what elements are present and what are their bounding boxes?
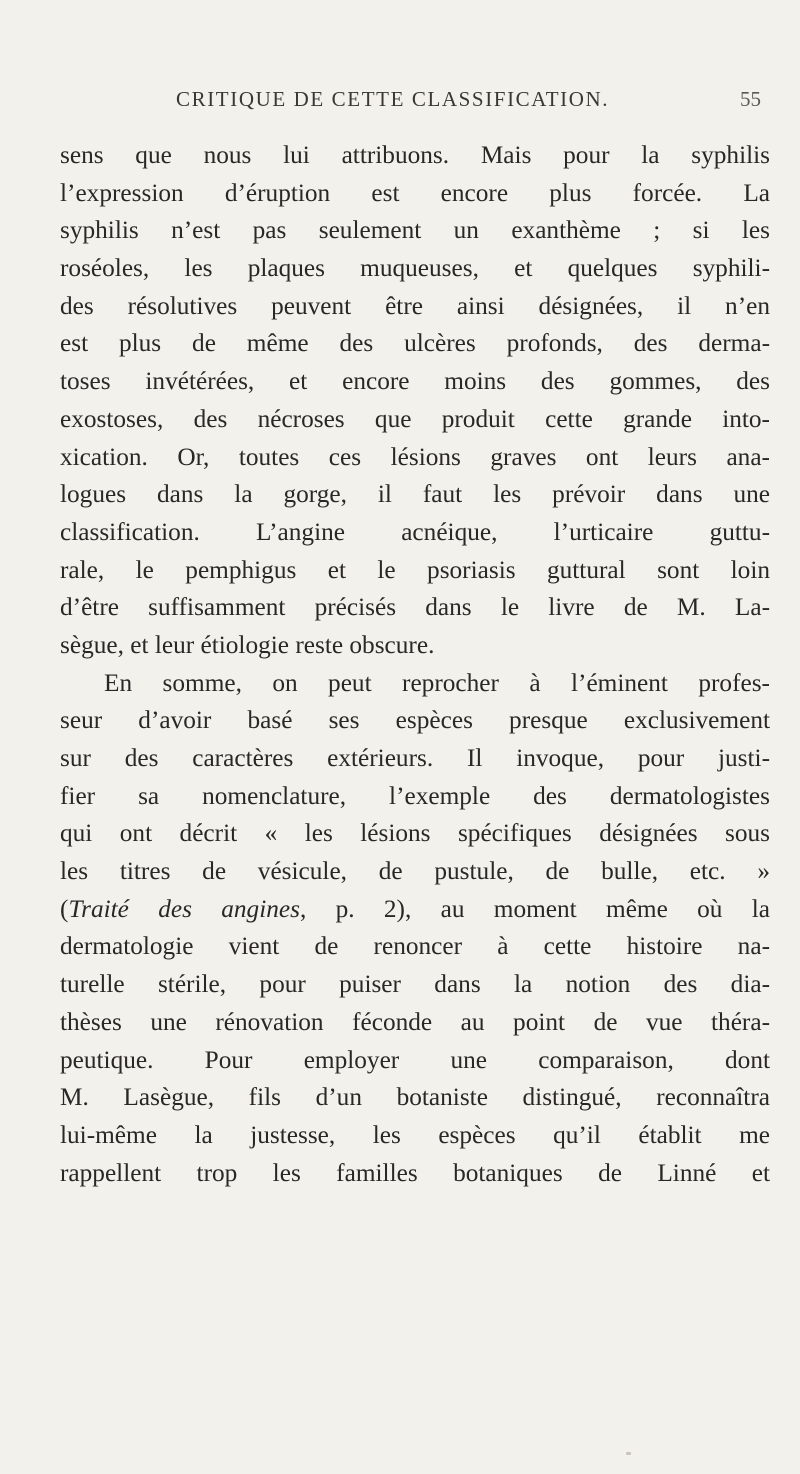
text-line: est plus de même des ulcères profonds, des derma- — [60, 329, 770, 358]
cited-work-title: Traité des angines — [68, 894, 300, 923]
text-line: exostoses, des nécroses que produit cette grande into- — [60, 404, 770, 433]
text-line: sens que nous lui attribuons. Mais pour la syphilis — [60, 141, 770, 169]
ink-speck — [626, 1452, 631, 1455]
body-text — [60, 137, 770, 1192]
text-line: rale, le pemphigus et le psoriasis guttural sont loin — [60, 555, 770, 584]
text-line: classification. L’angine acnéique, l’urticaire guttu- — [60, 517, 770, 546]
citation-open-paren: ( — [60, 894, 69, 923]
text-line: fier sa nomenclature, l’exemple des dermatologistes — [60, 781, 770, 810]
citation-line — [60, 891, 770, 929]
text-line: seur d’avoir basé ses espèces presque exclusivement — [60, 706, 770, 735]
text-line: dermatologie vient de renoncer à cette histoire na- — [60, 932, 770, 961]
text-line: roséoles, les plaques muqueuses, et quelques syphili- — [60, 254, 770, 283]
text-line: toses invétérées, et encore moins des gommes, des — [60, 367, 770, 396]
running-title: CRITIQUE DE CETTE CLASSIFICATION. — [176, 87, 610, 111]
text-line: M. Lasègue, fils d’un botaniste distingué, reconnaîtra — [60, 1083, 770, 1112]
citation-rest: , p. 2), au moment même où la — [299, 894, 771, 923]
paragraph-end-line: sègue, et leur étiologie reste obscure. — [60, 630, 435, 659]
text-line: rappellent trop les familles botaniques de Linné et — [60, 1158, 770, 1187]
text-line: qui ont décrit « les lésions spécifiques désignées sous — [60, 819, 770, 848]
running-head — [0, 87, 800, 117]
text-line: sur des caractères extérieurs. Il invoque, pour justi- — [60, 744, 770, 772]
text-line: les titres de vésicule, de pustule, de bulle, etc. » — [60, 857, 770, 886]
text-line: turelle stérile, pour puiser dans la notion des dia- — [60, 970, 770, 999]
text-line: logues dans la gorge, il faut les prévoir dans une — [60, 480, 770, 509]
text-line: des résolutives peuvent être ainsi désignées, il n’en — [60, 291, 770, 320]
text-line: l’expression d’éruption est encore plus forcée. La — [60, 178, 770, 207]
text-line: thèses une rénovation féconde au point de vue théra- — [60, 1007, 770, 1036]
text-line: d’être suffisamment précisés dans le livre de M. La- — [60, 593, 770, 622]
text-line: syphilis n’est pas seulement un exanthème ; si les — [60, 216, 770, 245]
text-line: lui-même la justesse, les espèces qu’il établit me — [60, 1120, 770, 1149]
text-line: xication. Or, toutes ces lésions graves ont leurs ana- — [60, 442, 770, 471]
paragraph-start-line: En somme, on peut reprocher à l’éminent profes- — [104, 668, 770, 697]
text-line: peutique. Pour employer une comparaison, dont — [60, 1045, 770, 1074]
page-number: 55 — [740, 87, 761, 111]
